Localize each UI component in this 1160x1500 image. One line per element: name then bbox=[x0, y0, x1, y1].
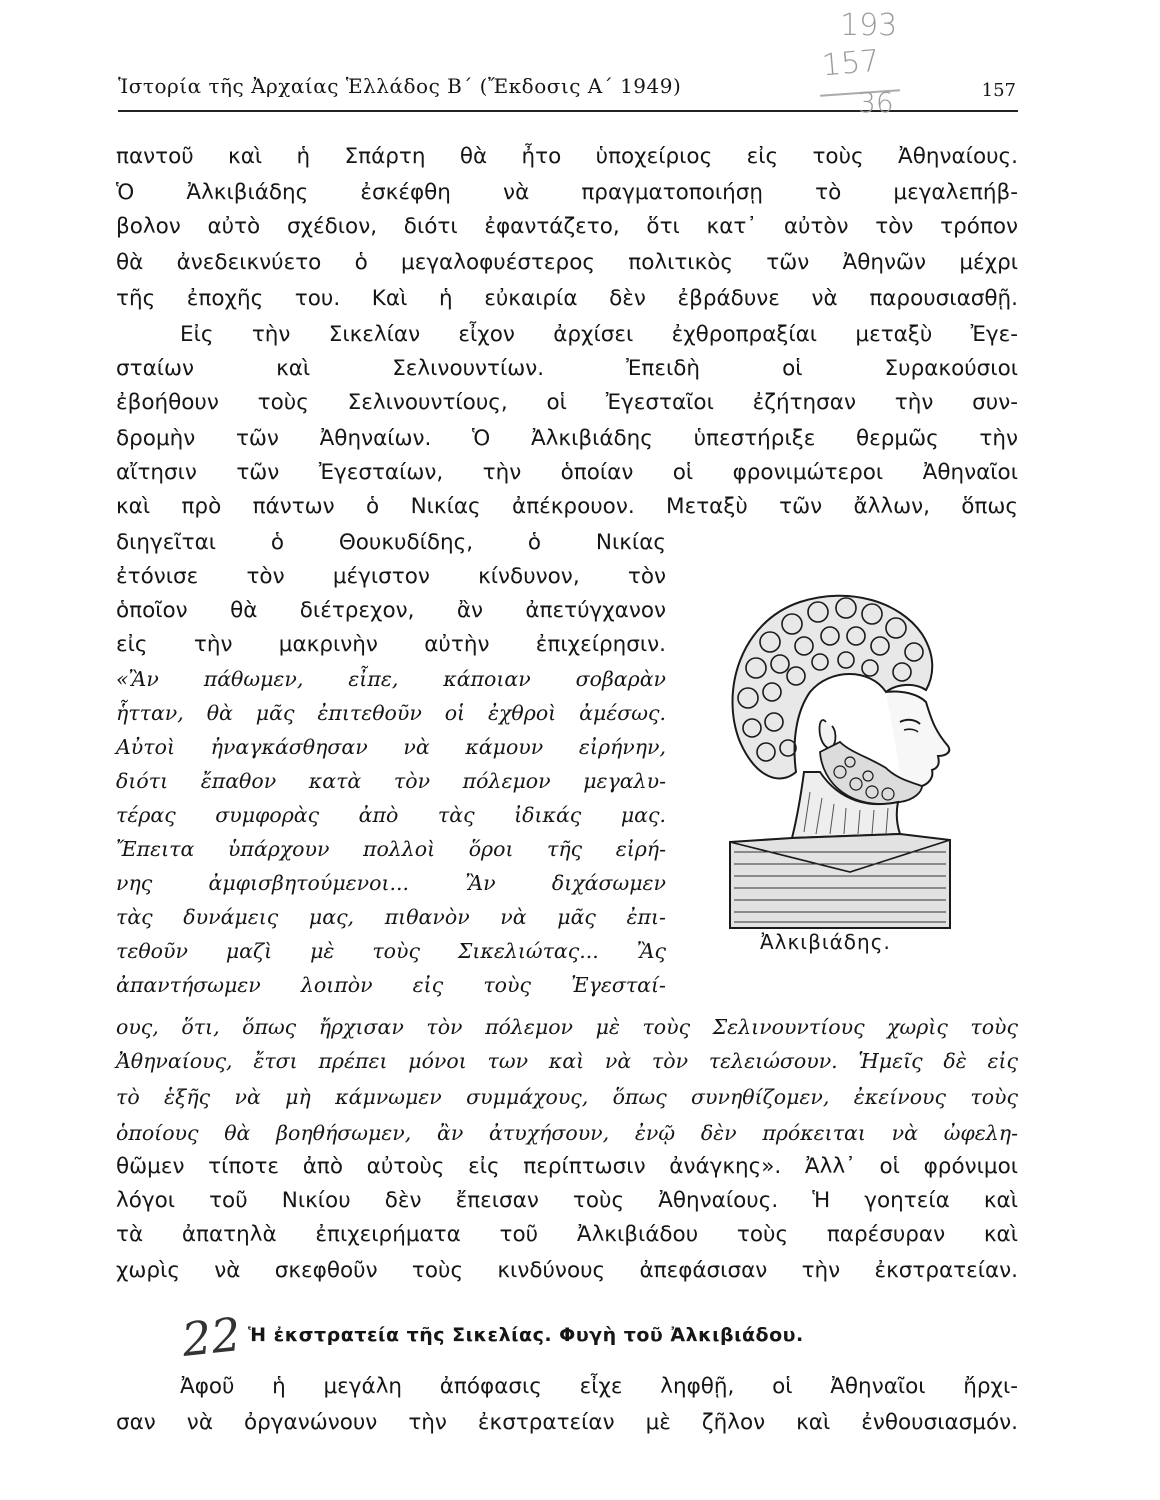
text-line: θὰ ἀνεδεικνύετο ὁ μεγαλοφυέστερος πολιτικὸς τῶν Ἀθηνῶν μέχρι bbox=[116, 250, 1018, 275]
text-line: σταίων καὶ Σελινουντίων. Ἐπειδὴ οἱ Συρακούσιοι bbox=[116, 356, 1018, 381]
alcibiades-bust-illustration bbox=[700, 572, 970, 942]
text-line: καὶ πρὸ πάντων ὁ Νικίας ἀπέκρουον. Μεταξὺ τῶν ἄλλων, ὅπως bbox=[116, 494, 1018, 519]
text-line: τεθοῦν μαζὶ μὲ τοὺς Σικελιώτας... Ἂς bbox=[116, 939, 666, 963]
text-line: δρομὴν τῶν Ἀθηναίων. Ὁ Ἀλκιβιάδης ὑπεστήριξε θερμῶς τὴν bbox=[116, 426, 1018, 451]
page-number: 157 bbox=[981, 80, 1016, 101]
text-line: εἰς τὴν μακρινὴν αὐτὴν ἐπιχείρησιν. bbox=[116, 632, 666, 657]
text-line: σαν νὰ ὀργανώνουν τὴν ἐκστρατείαν μὲ ζῆλον καὶ ἐνθουσιασμόν. bbox=[116, 1410, 1018, 1435]
figure-caption: Ἀλκιβιάδης. bbox=[760, 930, 891, 954]
pencil-annotation: 36 bbox=[858, 86, 894, 119]
text-line: βολον αὐτὸ σχέδιον, διότι ἐφαντάζετο, ὅτι κατ᾿ αὐτὸν τὸν τρόπον bbox=[116, 214, 1018, 239]
section-heading: Ἡ ἐκστρατεία τῆς Σικελίας. Φυγὴ τοῦ Ἀλκιβιάδου. bbox=[248, 1324, 804, 1346]
text-line: ὁποῖον θὰ διέτρεχον, ἂν ἀπετύγχανον bbox=[116, 598, 666, 623]
text-line: τὸ ἑξῆς νὰ μὴ κάμνωμεν συμμάχους, ὅπως συνηθίζομεν, ἐκείνους τοὺς bbox=[116, 1085, 1018, 1109]
text-line: τῆς ἐποχῆς του. Καὶ ἡ εὐκαιρία δὲν ἐβράδυνε νὰ παρουσιασθῇ. bbox=[116, 286, 1018, 311]
text-line: Εἰς τὴν Σικελίαν εἶχον ἀρχίσει ἐχθροπραξίαι μεταξὺ Ἐγε- bbox=[180, 322, 1018, 347]
text-line: ἀπαντήσωμεν λοιπὸν εἰς τοὺς Ἐγεσταί- bbox=[116, 973, 666, 997]
text-line: τὰς δυνάμεις μας, πιθανὸν νὰ μᾶς ἐπι- bbox=[116, 905, 666, 929]
text-line: χωρὶς νὰ σκεφθοῦν τοὺς κινδύνους ἀπεφάσισαν τὴν ἐκστρατείαν. bbox=[116, 1258, 1018, 1283]
text-line: «Ἂν πάθωμεν, εἶπε, κάποιαν σοβαρὰν bbox=[116, 667, 666, 691]
text-line: Ἀφοῦ ἡ μεγάλη ἀπόφασις εἶχε ληφθῇ, οἱ Ἀθηναῖοι ἤρχι- bbox=[180, 1374, 1018, 1399]
text-line: ἐβοήθουν τοὺς Σελινουντίους, οἱ Ἐγεσταῖοι ἐζήτησαν τὴν συν- bbox=[116, 390, 1018, 415]
running-head: Ἱστορία τῆς Ἀρχαίας Ἑλλάδος Β΄ (Ἔκδοσις Α΄ 1949) bbox=[118, 74, 682, 98]
pencil-annotation: 22 bbox=[179, 1307, 244, 1367]
text-line: διότι ἔπαθον κατὰ τὸν πόλεμον μεγαλυ- bbox=[116, 769, 666, 793]
pencil-annotation: 157 bbox=[820, 43, 881, 84]
text-line: διηγεῖται ὁ Θουκυδίδης, ὁ Νικίας bbox=[116, 530, 666, 555]
text-line: Αὐτοὶ ἠναγκάσθησαν νὰ κάμουν εἰρήνην, bbox=[116, 735, 666, 759]
text-line: ὁποίους θὰ βοηθήσωμεν, ἂν ἀτυχήσουν, ἐνῷ δὲν πρόκειται νὰ ὠφελη- bbox=[116, 1121, 1018, 1145]
text-line: ἐτόνισε τὸν μέγιστον κίνδυνον, τὸν bbox=[116, 564, 666, 589]
text-line: Ἔπειτα ὑπάρχουν πολλοὶ ὅροι τῆς εἰρή- bbox=[116, 837, 666, 861]
text-line: θῶμεν τίποτε ἀπὸ αὐτοὺς εἰς περίπτωσιν ἀνάγκης». Ἀλλ᾿ οἱ φρόνιμοι bbox=[116, 1154, 1018, 1179]
text-line: λόγοι τοῦ Νικίου δὲν ἔπεισαν τοὺς Ἀθηναίους. Ἡ γοητεία καὶ bbox=[116, 1188, 1018, 1213]
text-line: τὰ ἀπατηλὰ ἐπιχειρήματα τοῦ Ἀλκιβιάδου τοὺς παρέσυραν καὶ bbox=[116, 1222, 1018, 1247]
pencil-annotation: 193 bbox=[840, 8, 898, 43]
text-line: ἧτταν, θὰ μᾶς ἐπιτεθοῦν οἱ ἐχθροὶ ἀμέσως. bbox=[116, 701, 666, 725]
text-line: νης ἀμφισβητούμενοι... Ἂν διχάσωμεν bbox=[116, 871, 666, 895]
text-line: τέρας συμφορὰς ἀπὸ τὰς ἰδικάς μας. bbox=[116, 803, 666, 827]
text-line: Ἀθηναίους, ἔτσι πρέπει μόνοι των καὶ νὰ τὸν τελειώσουν. Ἡμεῖς δὲ εἰς bbox=[116, 1049, 1018, 1073]
text-line: Ὁ Ἀλκιβιάδης ἐσκέφθη νὰ πραγματοποιήσῃ τὸ μεγαλεπήβ- bbox=[116, 180, 1018, 205]
text-line: παντοῦ καὶ ἡ Σπάρτη θὰ ἦτο ὑποχείριος εἰς τοὺς Ἀθηναίους. bbox=[116, 144, 1018, 169]
text-line: ους, ὅτι, ὅπως ἤρχισαν τὸν πόλεμον μὲ τοὺς Σελινουντίους χωρὶς τοὺς bbox=[116, 1015, 1018, 1039]
text-line: αἴτησιν τῶν Ἐγεσταίων, τὴν ὁποίαν οἱ φρονιμώτεροι Ἀθηναῖοι bbox=[116, 460, 1018, 485]
